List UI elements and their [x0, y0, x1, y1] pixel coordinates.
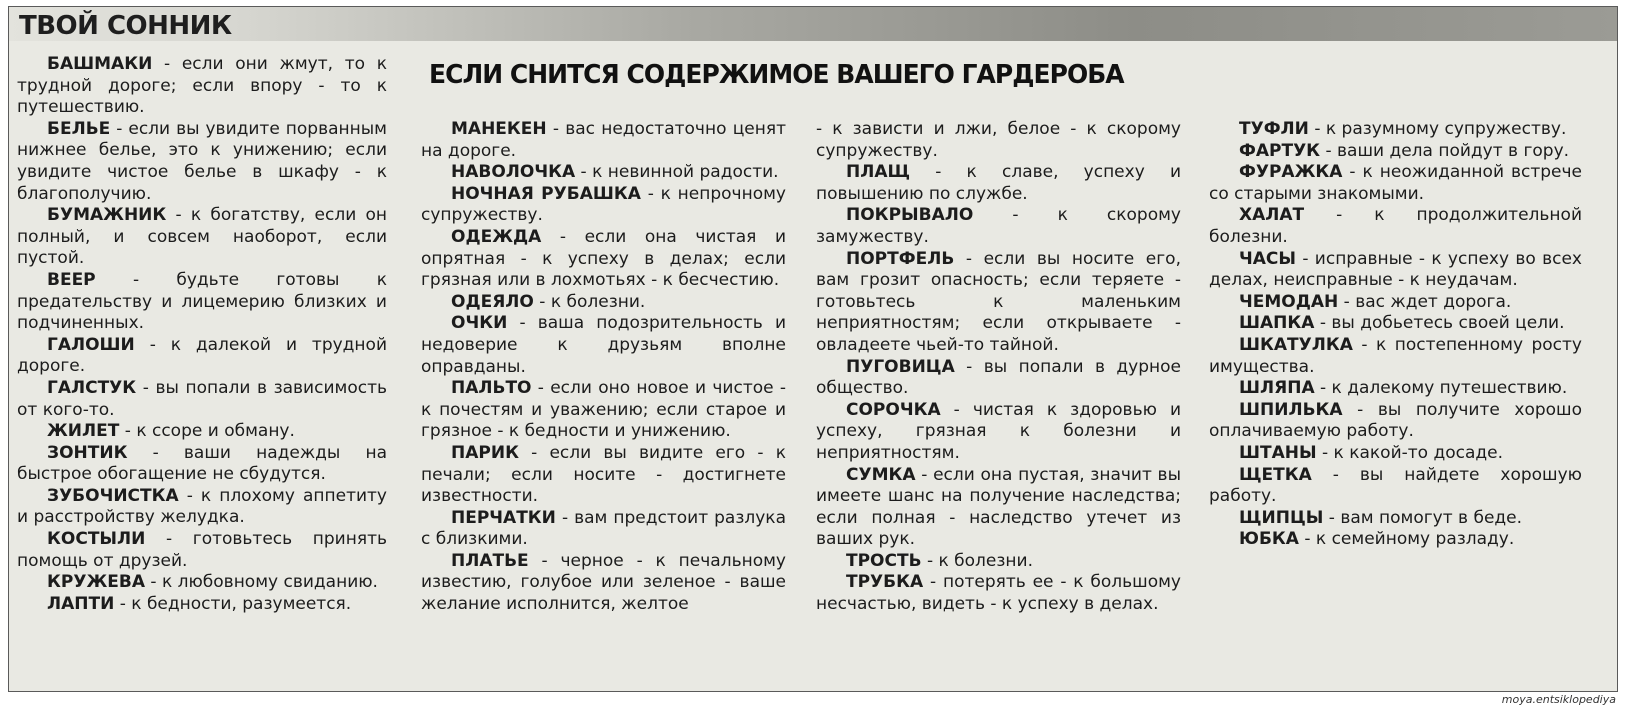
- dream-entry: [421, 551, 786, 616]
- entry-text: - ваши дела пойдут в гору.: [1320, 140, 1570, 161]
- dream-entry: [421, 443, 786, 508]
- entry-text: - если она пустая, значит вы имеете шанс на получение наследства; если полная - наследство утечет из ваших рук.: [816, 464, 1181, 550]
- dream-entry: [1209, 335, 1582, 378]
- dream-entry: [1209, 378, 1582, 400]
- entry-text: - к далекому путешествию.: [1314, 378, 1568, 399]
- dream-entry: [816, 162, 1181, 205]
- dream-entry: [1209, 249, 1582, 292]
- headline: ЕСЛИ СНИТСЯ СОДЕРЖИМОЕ ВАШЕГО ГАРДЕРОБА: [429, 60, 1124, 90]
- newspaper-clipping: [8, 6, 1618, 692]
- dream-entry: [17, 572, 387, 594]
- entry-text: - будьте готовы к предательству и лицемерию близких и подчиненных.: [17, 269, 387, 334]
- dream-entry: [816, 551, 1181, 573]
- entry-term: ЗУБОЧИСТКА: [47, 485, 179, 506]
- dream-entry: [1209, 465, 1582, 508]
- entry-text: - к скорому замужеству.: [816, 205, 1181, 247]
- entry-text: - если они жмут, то к трудной дороге; если впору - то к путешествию.: [17, 54, 387, 118]
- entry-term: ЩИПЦЫ: [1239, 507, 1324, 528]
- dream-entry: [816, 400, 1181, 465]
- dream-entry: [17, 205, 387, 270]
- entry-term: СОРОЧКА: [846, 399, 941, 420]
- dream-entry: [421, 292, 786, 314]
- entry-term: НОЧНАЯ РУБАШКА: [451, 183, 641, 204]
- dream-entry: [816, 357, 1181, 400]
- dream-entry: [421, 162, 786, 184]
- entry-text: - если вы носите его, вам грозит опасность; если теряете - готовьтесь к маленьким неприятностям; если открываете - овладеете чьей-то тайной.: [816, 248, 1181, 355]
- entry-term: ОДЕЯЛО: [451, 291, 534, 312]
- dream-entry: [17, 486, 387, 529]
- entry-term: ФУРАЖКА: [1239, 162, 1343, 183]
- entry-term: ПЕРЧАТКИ: [451, 507, 556, 528]
- dream-entry: [1209, 205, 1582, 248]
- dream-entry: [17, 594, 387, 616]
- text-column-2: [421, 119, 786, 616]
- dream-entry: [421, 508, 786, 551]
- entry-text: - исправные - к успеху во всех делах, неисправные - к неудачам.: [1209, 248, 1582, 291]
- entry-term: ЗОНТИК: [47, 442, 128, 463]
- entry-text: - к ссоре и обману.: [119, 421, 295, 442]
- entry-term: ШАПКА: [1239, 313, 1315, 334]
- dream-entry: [421, 378, 786, 443]
- dream-entry: [1209, 141, 1582, 163]
- entry-text: - к зависти и лжи, белое - к скорому супружеству.: [816, 119, 1181, 161]
- entry-text: - вам помогут в беде.: [1323, 507, 1523, 528]
- entry-text: - если она чистая и опрятная - к успеху в делах; если грязная или в лохмотьях - к бесчестию.: [421, 226, 786, 291]
- entry-term: ПЛАТЬЕ: [451, 550, 529, 571]
- dream-entry: [1209, 292, 1582, 314]
- dream-entry: [1209, 162, 1582, 205]
- entry-term: ПАЛЬТО: [451, 378, 532, 399]
- entry-term: БЕЛЬЕ: [47, 118, 111, 139]
- dream-entry: [17, 421, 387, 443]
- dream-entry: [421, 119, 786, 162]
- entry-text: - к богатству, если он полный, и совсем наоборот, если пустой.: [17, 205, 387, 269]
- dream-entry: [421, 227, 786, 292]
- entry-term: ПУГОВИЦА: [846, 356, 955, 377]
- entry-term: ПЛАЩ: [846, 162, 911, 183]
- dream-entry: [1209, 443, 1582, 465]
- entry-text: - вы получите хорошо оплачиваемую работу.: [1209, 399, 1582, 442]
- entry-term: ГАЛСТУК: [47, 377, 137, 398]
- entry-text: - к неожиданной встрече со старыми знакомыми.: [1209, 162, 1582, 204]
- entry-text: - к непрочному супружеству.: [421, 183, 786, 226]
- entry-text: - ваши надежды на быстрое обогащение не сбудутся.: [17, 442, 387, 485]
- entry-text: - если вы видите его - к печали; если носите - достигнете известности.: [421, 442, 786, 507]
- entry-text: - чистая к здоровью и успеху, грязная к болезни и неприятностям.: [816, 399, 1181, 463]
- entry-text: - к любовному свиданию.: [145, 572, 378, 593]
- entry-text: - вы добьетесь своей цели.: [1314, 313, 1565, 334]
- entry-text: - вы попали в дурное общество.: [816, 356, 1181, 399]
- entry-term: ЮБКА: [1239, 529, 1299, 550]
- entry-text: - черное - к печальному известию, голубое или зеленое - ваше желание исполнится, желтое: [421, 550, 786, 615]
- entry-term: ХАЛАТ: [1239, 205, 1305, 226]
- entry-term: ТРОСТЬ: [846, 550, 922, 571]
- entry-term: БУМАЖНИК: [47, 205, 167, 226]
- entry-term: ФАРТУК: [1239, 140, 1321, 161]
- entry-term: КРУЖЕВА: [47, 572, 145, 593]
- dream-entry: [17, 378, 387, 421]
- entry-term: ЛАПТИ: [47, 593, 115, 614]
- text-column-4: [1209, 119, 1582, 551]
- dream-entry: [816, 465, 1181, 551]
- entry-text: - вас недостаточно ценят на дороге.: [421, 119, 786, 161]
- entry-text: - к плохому аппетиту и расстройству желудка.: [17, 485, 387, 528]
- text-column-1: [17, 54, 387, 615]
- entry-term: ТУФЛИ: [1239, 119, 1309, 139]
- dream-entry: [17, 270, 387, 335]
- entry-term: ШКАТУЛКА: [1239, 334, 1353, 355]
- entry-text: - к славе, успеху и повышению по службе.: [816, 162, 1181, 204]
- dream-entry: [17, 529, 387, 572]
- dream-entry: [816, 205, 1181, 248]
- entry-text: - к болезни.: [533, 291, 646, 312]
- entry-text: - к невинной радости.: [575, 162, 779, 183]
- entry-text: - вы попали в зависимость от кого-то.: [17, 377, 387, 420]
- text-column-3: [816, 119, 1181, 616]
- dream-entry: [421, 313, 786, 378]
- entry-term: ВЕЕР: [47, 269, 96, 290]
- dream-entry: [421, 184, 786, 227]
- entry-text: - ваша подозрительность и недоверие к друзьям вполне оправданы.: [421, 313, 786, 377]
- entry-term: ШЛЯПА: [1239, 378, 1315, 399]
- entry-text: - к семейному разладу.: [1298, 529, 1515, 550]
- entry-term: МАНЕКЕН: [451, 119, 547, 139]
- dream-entry: [1209, 119, 1582, 141]
- entry-term: ЧЕМОДАН: [1239, 291, 1339, 312]
- entry-term: КОСТЫЛИ: [47, 529, 146, 550]
- entry-text: - вы найдете хорошую работу.: [1209, 464, 1582, 507]
- dream-entry: [17, 443, 387, 486]
- entry-term: СУМКА: [846, 464, 916, 485]
- entry-text: - вас ждет дорога.: [1338, 291, 1512, 312]
- dream-entry: [1209, 313, 1582, 335]
- entry-term: НАВОЛОЧКА: [451, 162, 576, 183]
- source-watermark: moya.entsiklopediya: [1501, 693, 1616, 706]
- entry-term: ШПИЛЬКА: [1239, 399, 1343, 420]
- entry-text: - вам предстоит разлука с близкими.: [421, 507, 786, 550]
- entry-term: ГАЛОШИ: [47, 334, 135, 355]
- entry-text: - к какой-то досаде.: [1316, 442, 1504, 463]
- dream-entry: [17, 335, 387, 378]
- dream-entry: [816, 249, 1181, 357]
- entry-term: ПАРИК: [451, 442, 519, 463]
- dream-entry: [1209, 400, 1582, 443]
- header-band: [9, 7, 1617, 41]
- entry-term: ОДЕЖДА: [451, 226, 542, 247]
- entry-term: ПОКРЫВАЛО: [846, 205, 974, 226]
- entry-term: ОЧКИ: [451, 313, 508, 334]
- entry-term: ПОРТФЕЛЬ: [846, 248, 955, 269]
- dream-entry: [816, 119, 1181, 162]
- dream-entry: [1209, 529, 1582, 551]
- entry-text: - если оно новое и чистое - к почестям и уважению; если старое и грязное - к бедности и унижению.: [421, 378, 786, 442]
- dream-entry: [17, 119, 387, 205]
- entry-term: ЩЕТКА: [1239, 464, 1312, 485]
- entry-term: ЧАСЫ: [1239, 248, 1296, 269]
- dream-entry: [1209, 508, 1582, 530]
- entry-term: БАШМАКИ: [47, 54, 153, 74]
- dream-entry: [17, 54, 387, 119]
- entry-term: ШТАНЫ: [1239, 442, 1317, 463]
- entry-text: - к болезни.: [921, 550, 1033, 571]
- entry-text: - к продолжительной болезни.: [1209, 205, 1582, 247]
- entry-text: - к разумному супружеству.: [1308, 119, 1567, 139]
- entry-text: - готовьтесь принять помощь от друзей.: [17, 529, 387, 571]
- entry-term: ТРУБКА: [846, 572, 924, 593]
- entry-text: - к бедности, разумеется.: [114, 593, 352, 614]
- section-title: ТВОЙ СОННИК: [19, 11, 232, 41]
- dream-entry: [816, 572, 1181, 615]
- entry-text: - к далекой и трудной дороге.: [17, 334, 387, 377]
- entry-term: ЖИЛЕТ: [47, 421, 120, 442]
- entry-text: - если вы увидите порванным нижнее белье, это к унижению; если увидите чистое белье в шкафу - к благополучию.: [17, 118, 387, 204]
- entry-text: - потерять ее - к большому несчастью, видеть - к успеху в делах.: [816, 572, 1181, 615]
- entry-text: - к постепенному росту имущества.: [1209, 334, 1582, 377]
